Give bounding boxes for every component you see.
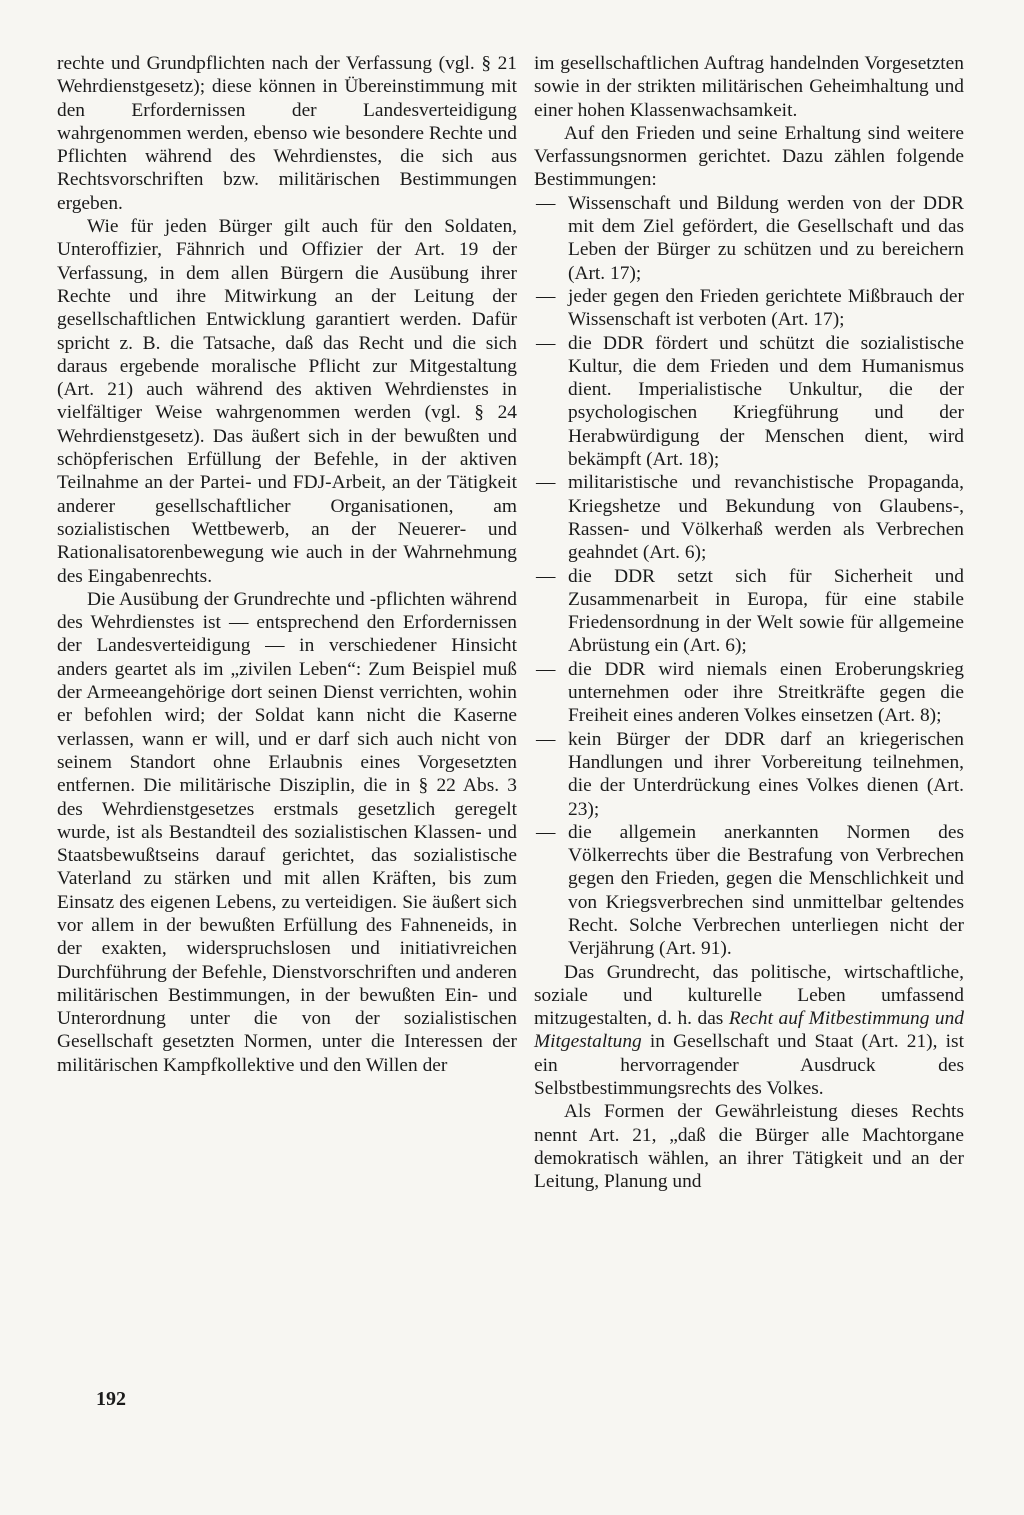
italic-emphasis: Recht auf Mitbestimmung und Mitgestaltung (534, 1008, 964, 1053)
provisions-list (534, 192, 964, 961)
paragraph: Die Ausübung der Grundrechte und -pflichten während des Wehrdienstes ist — entsprechend den Erfordernissen der Landesverteidigung — in verschiedener Hinsicht anders geartet als im „zivilen Leben“: Zum Beispiel muß der Armeeangehörige dort seinen Dienst verrichten, wohin er befohlen wird; der Soldat kann nicht die Kaserne verlassen, wann er will, und er darf sich auch nicht von seinem Standort ohne Erlaubnis eines Vorgesetzten entfernen. Die militärische Disziplin, die in § 22 Abs. 3 des Wehrdienstgesetzes erstmals gesetzlich geregelt wurde, ist als Bestandteil des sozialistischen Klassen- und Staatsbewußtseins darauf gerichtet, das sozialistische Vaterland zu stärken und mit allen Kräften, bis zum Einsatz des eigenen Lebens, zu verteidigen. Sie äußert sich vor allem in der bewußten Erfüllung des Fahneneids, in der exakten, widerspruchslosen und initiativreichen Durchführung der Befehle, Dienstvorschriften und anderen militärischen Bestimmungen, in der bewußten Ein- und Unterordnung unter die von der sozialistischen Gesellschaft gesetzten Normen, unter die Interessen der militärischen Kampfkollektive und den Willen der (57, 588, 517, 1076)
paragraph: Als Formen der Gewährleistung dieses Rechts nennt Art. 21, „daß die Bürger alle Machtorgane demokratisch wählen, an ihrer Tätigkeit und an der Leitung, Planung und (534, 1101, 964, 1193)
paragraph: Wie für jeden Bürger gilt auch für den Soldaten, Unteroffizier, Fähnrich und Offizier der Art. 19 der Verfassung, in dem allen Bürgern die Ausübung ihrer Rechte und ihre Mitwirkung an der Leitung der gesellschaftlichen Entwicklung garantiert werden. Dafür spricht z. B. die Tatsache, daß das Recht und die sich daraus ergebende moralische Pflicht zur Mitgestaltung (Art. 21) auch während des aktiven Wehrdienstes in vielfältiger Weise wahrgenommen werden (vgl. § 24 Wehrdienstgesetz). Das äußert sich in der bewußten und schöpferischen Erfüllung der Befehle, in der aktiven Teilnahme an der Partei- und FDJ-Arbeit, an der Tätigkeit anderer gesellschaftlicher Organisationen, am sozialistischen Wettbewerb, an der Neuerer- und Rationalisatorenbewegung wie auch in der Wahrnehmung des Eingabenrechts. (57, 216, 517, 587)
list-item: — jeder gegen den Frieden gerichtete Mißbrauch der Wissenschaft ist verboten (Art. 17); (534, 285, 964, 332)
paragraph: rechte und Grundpflichten nach der Verfassung (vgl. § 21 Wehrdienstgesetz); diese können in Übereinstimmung mit den Erfordernissen der Landesverteidigung wahrgenommen werden, ebenso wie besondere Rechte und Pflichten während des Wehrdienstes, die sich aus Rechtsvorschriften bzw. militärischen Bestimmungen ergeben. (57, 53, 517, 214)
list-item: — die allgemein anerkannten Normen des Völkerrechts über die Bestrafung von Verbrechen gegen den Frieden, gegen die Menschlichkeit und von Kriegsverbrechen sind unmittelbar geltendes Recht. Solche Verbrechen unterliegen nicht der Verjährung (Art. 91). (534, 821, 964, 961)
list-item: — kein Bürger der DDR darf an kriegerischen Handlungen und ihrer Vorbereitung teilnehmen, die der Unterdrückung eines Volkes dienen (Art. 23); (534, 728, 964, 821)
list-item: — die DDR fördert und schützt die sozialistische Kultur, die dem Frieden und dem Humanismus dient. Imperialistische Unkultur, die der psychologischen Kriegführung und der Herabwürdigung der Menschen dient, wird bekämpft (Art. 18); (534, 332, 964, 472)
list-item: — die DDR wird niemals einen Eroberungskrieg unternehmen oder ihre Streitkräfte gegen die Freiheit eines anderen Volkes einsetzen (Art. 8); (534, 658, 964, 728)
text-run: in Gesellschaft und Staat (Art. 21), ist ein hervorragender Ausdruck des Selbstbestimmungsrechts des Volkes. (534, 1031, 964, 1100)
list-item: — Wissenschaft und Bildung werden von der DDR mit dem Ziel gefördert, die Gesellschaft und das Leben der Bürger zu schützen und zu bereichern (Art. 17); (534, 192, 964, 285)
text-run: Das Grundrecht, das politische, wirtschaftliche, soziale und kulturelle Leben umfassend mitzugestalten, d. h. das (534, 961, 964, 1030)
page-number: 192 (96, 1388, 126, 1410)
paragraph (534, 961, 964, 1101)
list-item: — militaristische und revanchistische Propaganda, Kriegshetze und Bekundung von Glaubens-, Rassen- und Völkerhaß werden als Verbrechen geahndet (Art. 6); (534, 471, 964, 564)
left-column (57, 52, 517, 1077)
paragraph: Auf den Frieden und seine Erhaltung sind weitere Verfassungsnormen gerichtet. Dazu zählen folgende Bestimmungen: (534, 122, 964, 191)
list-item: — die DDR setzt sich für Sicherheit und Zusammenarbeit in Europa, für eine stabile Friedensordnung in der Welt sowie für allgemeine Abrüstung ein (Art. 6); (534, 565, 964, 658)
paragraph: im gesellschaftlichen Auftrag handelnden Vorgesetzten sowie in der strikten militärischen Geheimhaltung und einer hohen Klassenwachsamkeit. (534, 53, 964, 121)
right-column (534, 52, 964, 1194)
